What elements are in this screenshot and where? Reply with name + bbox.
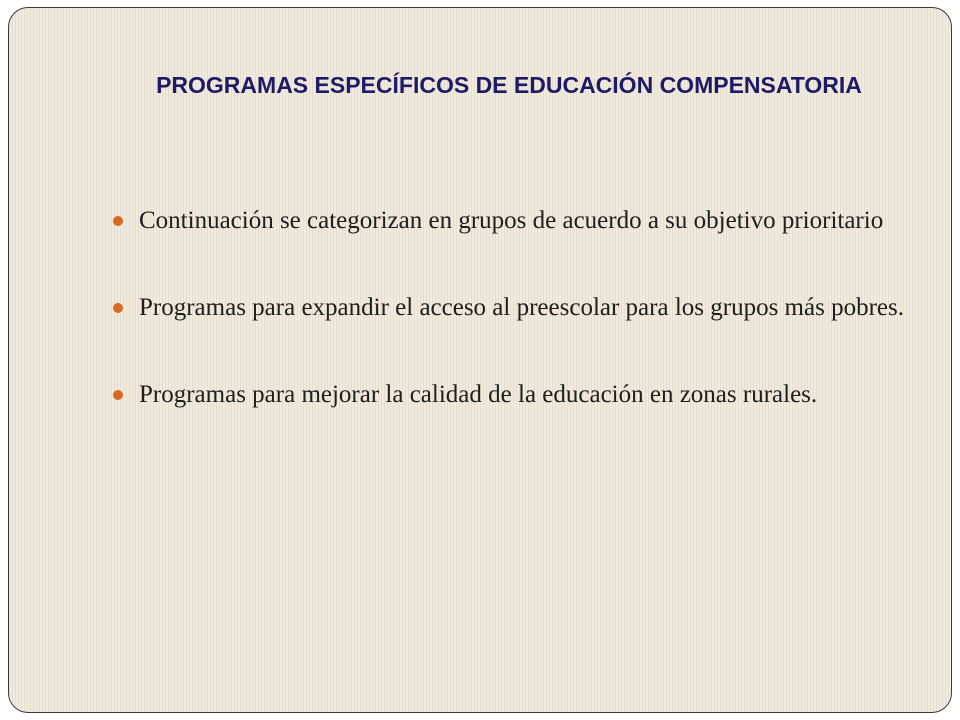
bullet-text: Continuación se categorizan en grupos de acuerdo a su objetivo prioritario (139, 207, 884, 234)
bullet-dot-icon (113, 390, 123, 400)
bullet-dot-icon (113, 216, 123, 226)
bullet-item (105, 266, 919, 350)
bullet-item (105, 179, 919, 263)
slide-title: PROGRAMAS ESPECÍFICOS DE EDUCACIÓN COMPENSATORIA (156, 72, 862, 98)
bullet-text: Programas para expandir el acceso al preescolar para los grupos más pobres. (139, 294, 904, 321)
bullet-text: Programas para mejorar la calidad de la educación en zonas rurales. (139, 381, 818, 408)
bullet-item (105, 353, 919, 437)
bullet-list (105, 179, 919, 440)
bullet-dot-icon (113, 303, 123, 313)
slide-frame (8, 7, 952, 713)
